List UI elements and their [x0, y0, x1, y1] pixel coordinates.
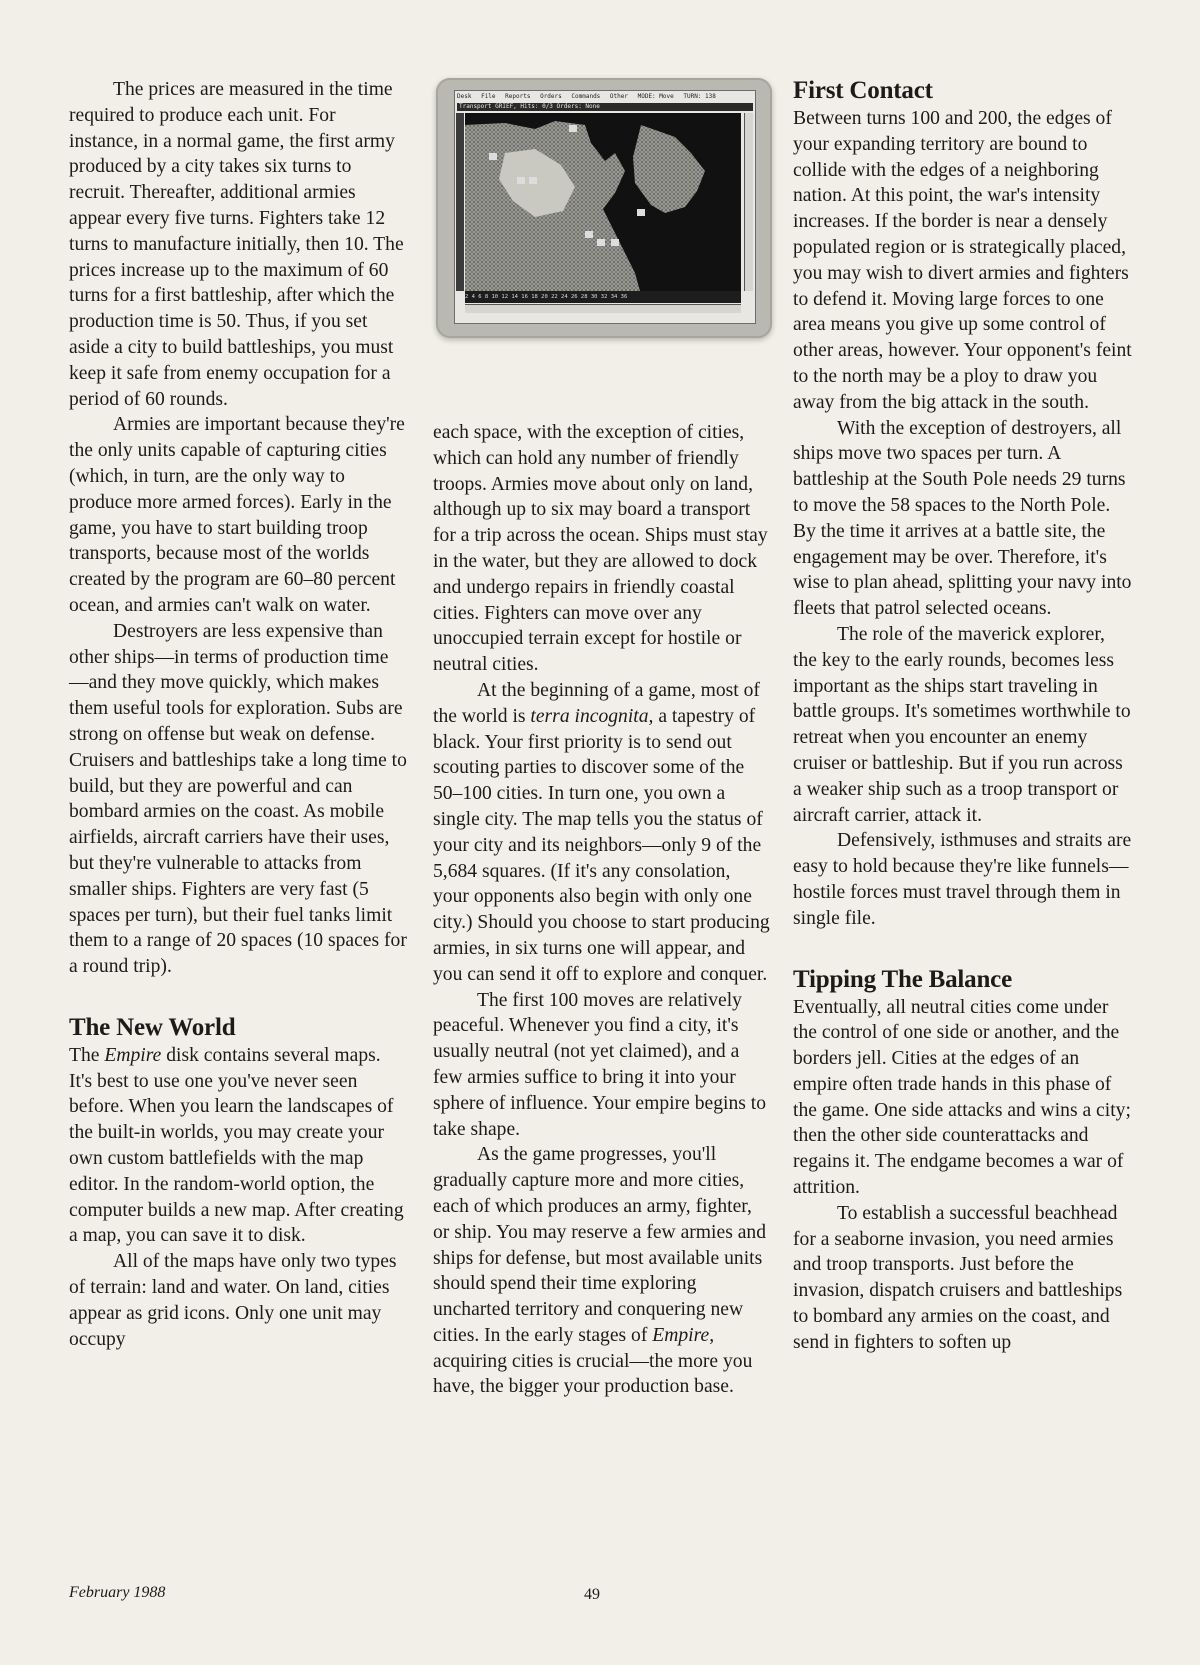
column-1 — [69, 77, 407, 1352]
mode-indicator: MODE: Move — [637, 93, 674, 100]
paragraph: At the beginning of a game, most of the world is terra incognita, a tapestry of black. Your first priority is to send out scouting parties to discover some of the 50–100 cities. In turn one, you own a single city. The map tells you the status of your city and its neighbors—only 9 of the 5,684 squares. (If it's any consolation, your opponents also begin with only one city.) Should you choose to start producing armies, in six turns one will appear, and you can send it off to explore and conquer. — [433, 679, 770, 985]
menu-item: Desk — [457, 93, 472, 100]
paragraph: Defensively, isthmuses and straits are easy to hold because they're like funnels—hostile forces must travel through them in single file. — [793, 830, 1132, 929]
horizontal-scrollbar — [465, 304, 741, 313]
paragraph: As the game progresses, you'll gradually capture more and more cities, each of which produces an army, fighter, or ship. You may reserve a few armies and ships for defense, but most available units should spend their time exploring uncharted territory and conquering new cities. In the early stages of Empire, acquiring cities is crucial—the more you have, the bigger your production base. — [433, 1144, 767, 1398]
city-icon — [585, 231, 593, 238]
paragraph: Eventually, all neutral cities come under the control of one side or another, and the borders jell. Cities at the edges of an empire often trade hands in this phase of the game. One side attacks and wins a city; then the other side counterattacks and regains it. The endgame becomes a war of attrition. — [793, 996, 1131, 1199]
paragraph: The Empire disk contains several maps. It's best to use one you've never seen before. When you learn the landscapes of the built-in worlds, you may create your own custom battlefields with the map editor. In the random-world option, the computer builds a new map. After creating a map, you can save it to disk. — [69, 1044, 404, 1247]
city-icon — [489, 153, 497, 160]
monitor-screen — [454, 90, 756, 324]
screenshot-menubar — [457, 93, 753, 102]
vertical-scrollbar — [744, 113, 753, 291]
section-heading: First Contact — [793, 77, 933, 104]
column-3 — [793, 76, 1133, 1356]
menu-item: Commands — [571, 93, 601, 100]
world-map — [465, 113, 741, 291]
city-icon — [517, 177, 525, 184]
paragraph: each space, with the exception of cities, which can hold any number of friendly troops. Armies move about only on land, although up to six may board a transport for a trip across the ocean. Ships must stay in the water, but they are allowed to dock and undergo repairs in friendly coastal cities. Fighters can move over any unoccupied terrain except for hostile or neutral cities. — [433, 422, 768, 676]
city-icon — [637, 209, 645, 216]
paragraph: All of the maps have only two types of terrain: land and water. On land, cities appear as grid icons. Only one unit may occupy — [69, 1251, 397, 1350]
paragraph: The role of the maverick explorer, the key to the early rounds, becomes less important as the ships start traveling in battle groups. It's sometimes worthwhile to retreat when you encounter an enemy cruiser or battleship. But if you run across a weaker ship such as a troop transport or aircraft carrier, attack it. — [793, 623, 1131, 826]
paragraph: To establish a successful beachhead for a seaborne invasion, you need armies and troop transports. Just before the invasion, dispatch cruisers and battleships to bombard any armies on the coast, and send in fighters to soften up — [793, 1202, 1123, 1353]
city-icon — [529, 177, 537, 184]
page-number: 49 — [584, 1586, 600, 1603]
column-ruler: 2 4 6 8 10 12 14 16 18 20 22 24 26 28 30 32 34 36 — [465, 291, 741, 303]
menu-item: File — [481, 93, 496, 100]
paragraph: With the exception of destroyers, all ships move two spaces per turn. A battleship at the South Pole needs 29 turns to move the 58 spaces to the North Pole. By the time it arrives at a battle site, the engagement may be over. Therefore, it's wise to plan ahead, splitting your navy into fleets that patrol selected oceans. — [793, 417, 1132, 620]
section-heading: Tipping The Balance — [793, 965, 1012, 993]
unit-status-bar: Transport GRIEF, Hits: 0/3 Orders: None — [457, 103, 753, 111]
paragraph: The first 100 moves are relatively peaceful. Whenever you find a city, it's usually neutral (not yet claimed), and a few armies suffice to bring it into your sphere of influence. Your empire begins to take shape. — [433, 989, 767, 1140]
paragraph: The prices are measured in the time required to produce each unit. For instance, in a normal game, the first army produced by a city takes six turns to recruit. Thereafter, additional armies appear every five turns. Fighters take 12 turns to manufacture initially, then 10. The prices increase up to the maximum of 60 turns for a first battleship, after which the production time is 50. Thus, if you set aside a city to build battleships, you must keep it safe from enemy occupation for a period of 60 rounds. — [69, 79, 404, 410]
section-heading: The New World — [69, 1013, 236, 1041]
menu-item: Orders — [540, 93, 562, 100]
menu-item: Reports — [505, 93, 531, 100]
menu-item: Other — [609, 93, 628, 100]
paragraph: Destroyers are less expensive than other ships—in terms of production time—and they move quickly, which makes them useful tools for exploration. Subs are strong on offense but weak on defense. Cruisers and battleships take a long time to build, but they are powerful and can bombard armies on the coast. As mobile airfields, aircraft carriers have their uses, but they're vulnerable to attacks from smaller ships. Fighters are very fast (5 spaces per turn), but their fuel tanks limit them to a range of 20 spaces (10 spaces for a round trip). — [69, 620, 407, 978]
city-icon — [597, 239, 605, 246]
game-screenshot — [436, 78, 772, 338]
paragraph: Armies are important because they're the only units capable of capturing cities (which, in turn, are the only way to produce more armed forces). Early in the game, you have to start building troop transports, because most of the worlds created by the program are 60–80 percent ocean, and armies can't walk on water. — [69, 414, 405, 616]
column-2 — [433, 420, 771, 1400]
city-icon — [569, 125, 577, 132]
paragraph: Between turns 100 and 200, the edges of your expanding territory are bound to collide with the edges of a neighboring nation. At this point, the war's intensity increases. If the border is near a densely populated region or is strategically placed, you may wish to divert armies and fighters to defend it. Moving large forces to one area means you give up some control of other areas, however. Your opponent's feint to the north may be a ploy to draw you away from the big attack in the south. — [793, 108, 1132, 413]
city-icon — [611, 239, 619, 246]
turn-indicator: TURN: 138 — [683, 93, 716, 100]
row-ruler — [456, 113, 464, 291]
issue-date: February 1988 — [69, 1584, 166, 1601]
